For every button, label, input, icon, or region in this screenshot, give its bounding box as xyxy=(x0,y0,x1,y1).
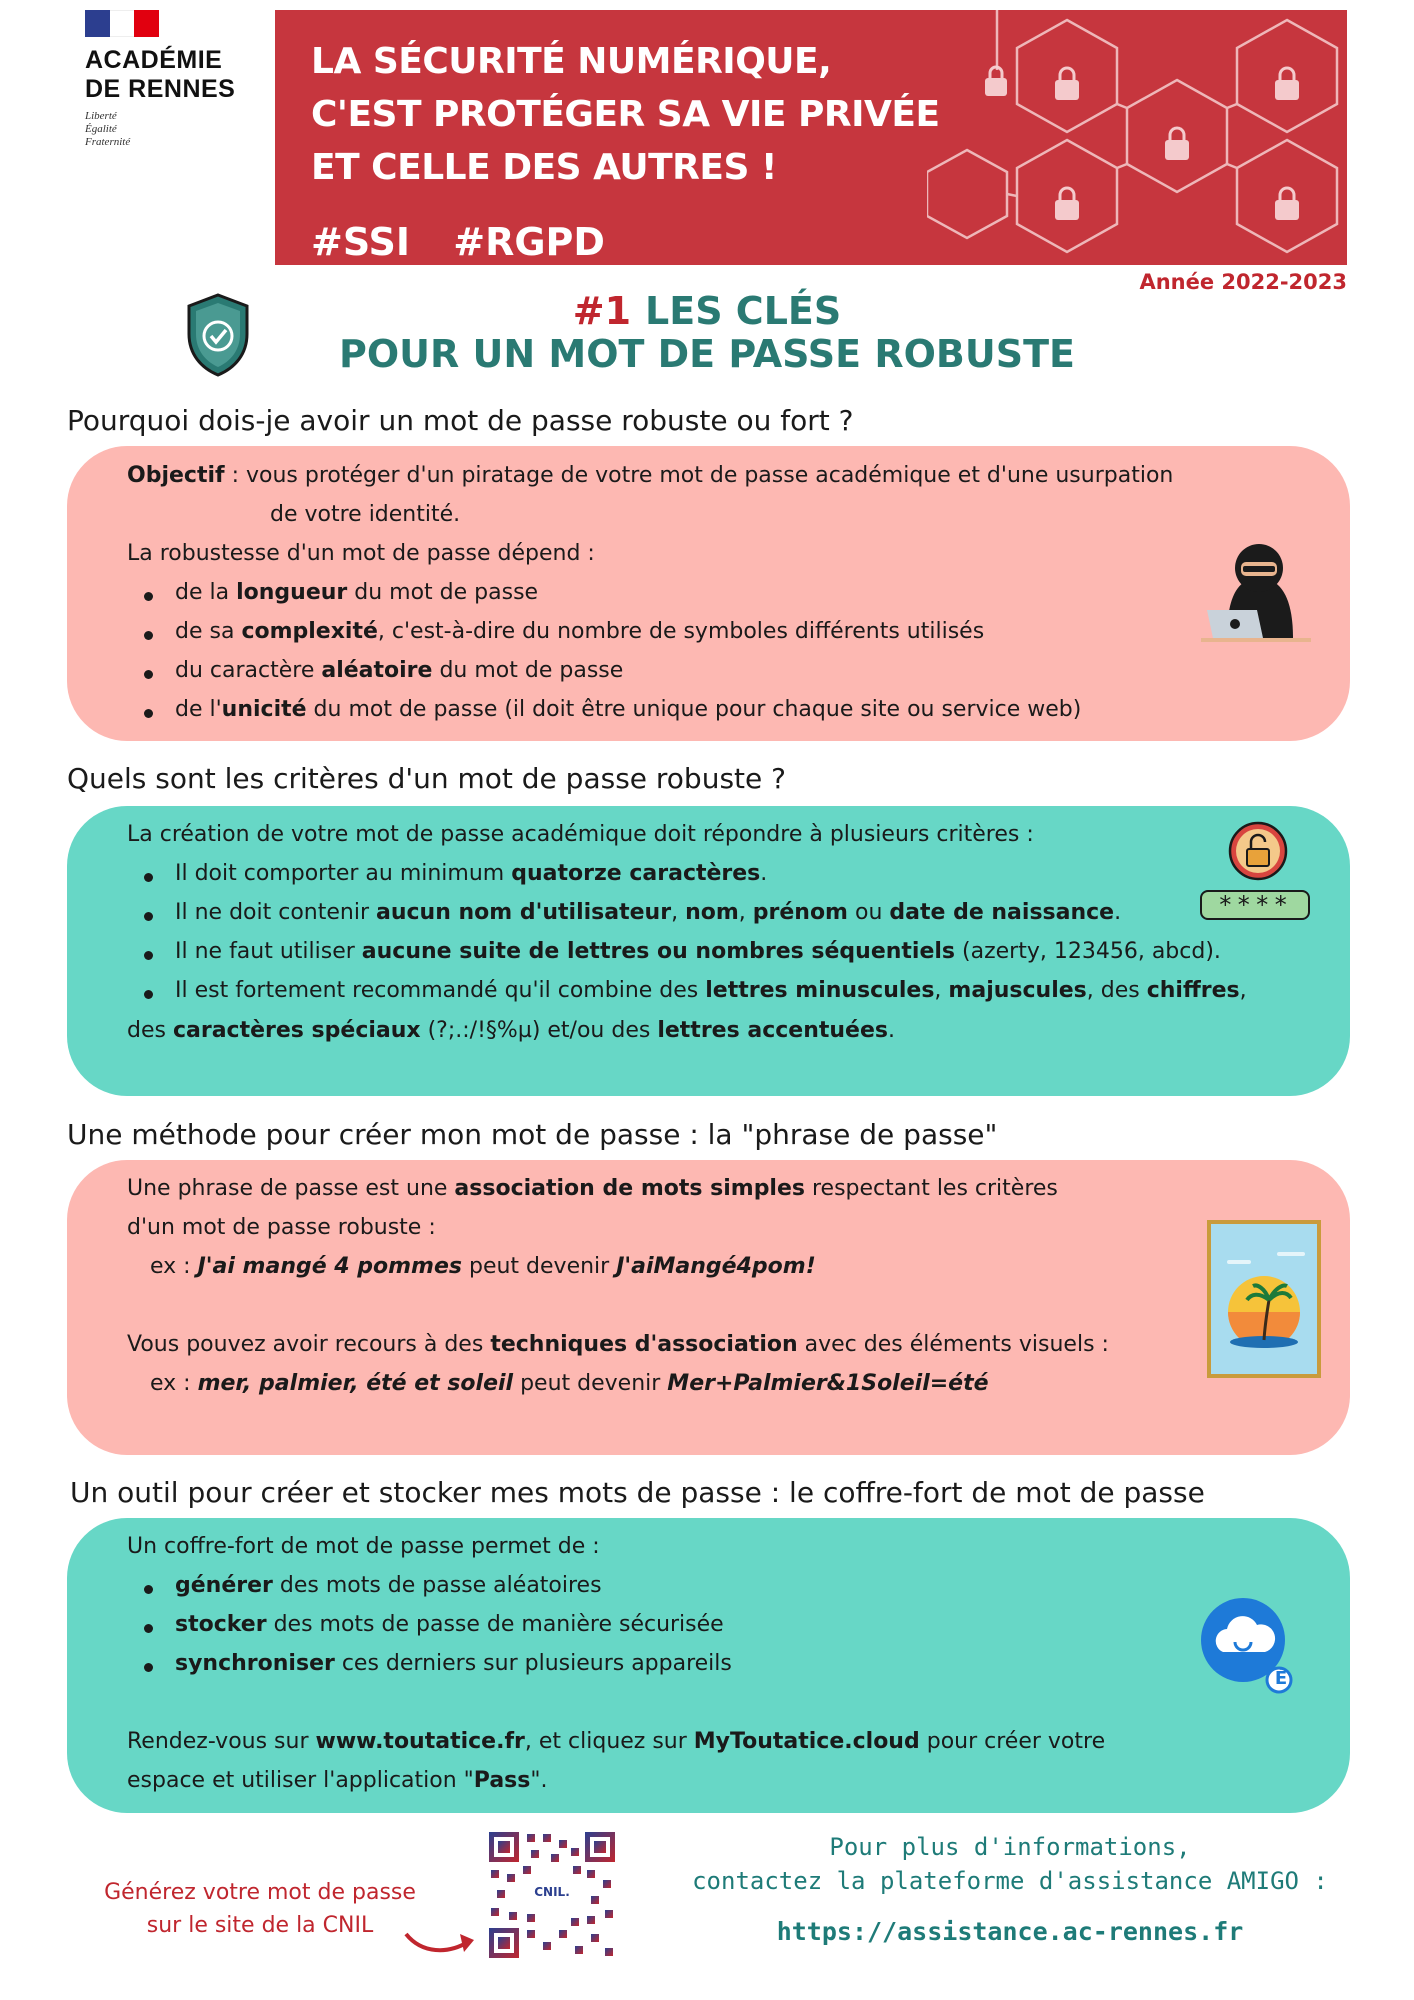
academie-name-line2: DE RENNES xyxy=(85,75,236,103)
toutatice-instructions: Rendez-vous sur www.toutatice.fr, et cliquez sur MyToutatice.cloud pour créer votre xyxy=(127,1729,1106,1754)
section1-question: Pourquoi dois-je avoir un mot de passe robuste ou fort ? xyxy=(67,404,854,437)
section3-box xyxy=(67,1160,1350,1455)
criterion-unique: de l'unicité du mot de passe (il doit être unique pour chaque site ou service web) xyxy=(175,697,1082,722)
support-url-link[interactable]: https://assistance.ac-rennes.fr xyxy=(776,1917,1244,1946)
title-line1: LES CLÉS xyxy=(645,289,842,333)
banner-title-line3: ET CELLE DES AUTRES ! xyxy=(311,147,777,188)
section2-question: Quels sont les critères d'un mot de passe robuste ? xyxy=(67,762,787,795)
cnil-note xyxy=(60,1876,460,1942)
banner-title-line2: C'EST PROTÉGER SA VIE PRIVÉE xyxy=(311,94,940,135)
qr-cnil-label: CNIL. xyxy=(534,1885,570,1899)
section1-lead: La robustesse d'un mot de passe dépend : xyxy=(127,541,595,566)
section2-box xyxy=(67,806,1350,1096)
rule-mix-characters-cont: des caractères spéciaux (?;.:/!§%µ) et/ou des lettres accentuées. xyxy=(127,1018,895,1043)
cnil-qr-code[interactable] xyxy=(487,1830,617,1960)
arrow-icon xyxy=(402,1920,482,1960)
rule-mix-characters: Il est fortement recommandé qu'il combine des lettres minuscules, majuscules, des chiffres, xyxy=(175,978,1247,1003)
header-banner xyxy=(275,10,1347,265)
hacker-icon xyxy=(1197,538,1317,648)
title-line2: POUR UN MOT DE PASSE ROBUSTE xyxy=(338,332,1075,376)
cloud-app-badge: É xyxy=(1274,1668,1288,1689)
rule-no-personal-info: Il ne doit contenir aucun nom d'utilisateur, nom, prénom ou date de naissance. xyxy=(175,900,1122,925)
academie-logo xyxy=(85,10,265,149)
banner-hashtags xyxy=(311,220,635,264)
republic-motto xyxy=(85,110,265,149)
motto-liberte: Liberté xyxy=(85,110,117,122)
section4-question: Un outil pour créer et stocker mes mots de passe : le coffre-fort de mot de passe xyxy=(70,1476,1205,1509)
section1-box xyxy=(67,446,1350,741)
support-info-line1: Pour plus d'informations, xyxy=(829,1833,1191,1861)
unlocked-padlock-icon xyxy=(1227,820,1289,882)
title-number: #1 xyxy=(572,289,632,333)
criterion-complexity: de sa complexité, c'est-à-dire du nombre de symboles différents utilisés xyxy=(175,619,985,644)
school-year: Année 2022-2023 xyxy=(1139,270,1347,294)
cnil-note-line2: sur le site de la CNIL xyxy=(146,1913,374,1938)
passphrase-definition-cont: d'un mot de passe robuste : xyxy=(127,1215,436,1240)
objective-label: Objectif xyxy=(127,463,225,488)
objective-text-cont: de votre identité. xyxy=(270,502,461,527)
association-technique: Vous pouvez avoir recours à des techniques d'association avec des éléments visuels : xyxy=(127,1332,1109,1357)
lock-network-illustration xyxy=(927,10,1347,265)
passphrase-example1: ex : J'ai mangé 4 pommes peut devenir J'aiMangé4pom! xyxy=(150,1254,816,1279)
criterion-random: du caractère aléatoire du mot de passe xyxy=(175,658,624,683)
motto-egalite: Égalité xyxy=(85,123,117,135)
french-flag-icon xyxy=(85,10,159,37)
vault-generate: générer des mots de passe aléatoires xyxy=(175,1573,602,1598)
banner-title-line1: LA SÉCURITÉ NUMÉRIQUE, xyxy=(311,41,832,82)
support-info xyxy=(640,1830,1380,1898)
password-field-icon: **** xyxy=(1200,890,1310,920)
main-title xyxy=(0,290,1414,376)
rule-length: Il doit comporter au minimum quatorze caractères. xyxy=(175,861,768,886)
academie-name-line1: ACADÉMIE xyxy=(85,46,223,74)
support-info-line2: contactez la plateforme d'assistance AMIGO : xyxy=(692,1867,1328,1895)
objective-text: : vous protéger d'un piratage de votre mot de passe académique et d'une usurpation xyxy=(224,463,1174,488)
motto-fraternite: Fraternité xyxy=(85,136,131,148)
toutatice-instructions-cont: espace et utiliser l'application "Pass". xyxy=(127,1768,548,1793)
section4-lead: Un coffre-fort de mot de passe permet de : xyxy=(127,1534,600,1559)
section2-lead: La création de votre mot de passe académique doit répondre à plusieurs critères : xyxy=(127,822,1034,847)
section3-question: Une méthode pour créer mon mot de passe : la "phrase de passe" xyxy=(67,1118,998,1151)
vault-store: stocker des mots de passe de manière sécurisée xyxy=(175,1612,724,1637)
vault-sync: synchroniser ces derniers sur plusieurs appareils xyxy=(175,1651,732,1676)
rule-no-sequence: Il ne faut utiliser aucune suite de lettres ou nombres séquentiels (azerty, 123456, abcd). xyxy=(175,939,1221,964)
hashtag-rgpd: #RGPD xyxy=(453,220,605,264)
passphrase-example2: ex : mer, palmier, été et soleil peut devenir Mer+Palmier&1Soleil=été xyxy=(150,1371,989,1396)
academie-name xyxy=(85,46,265,104)
cnil-note-line1: Générez votre mot de passe xyxy=(104,1880,416,1905)
criterion-length: de la longueur du mot de passe xyxy=(175,580,539,605)
hashtag-ssi: #SSI xyxy=(311,220,411,264)
palm-tree-picture-icon xyxy=(1207,1220,1321,1378)
passphrase-definition: Une phrase de passe est une association de mots simples respectant les critères xyxy=(127,1176,1058,1201)
section4-box xyxy=(67,1518,1350,1813)
